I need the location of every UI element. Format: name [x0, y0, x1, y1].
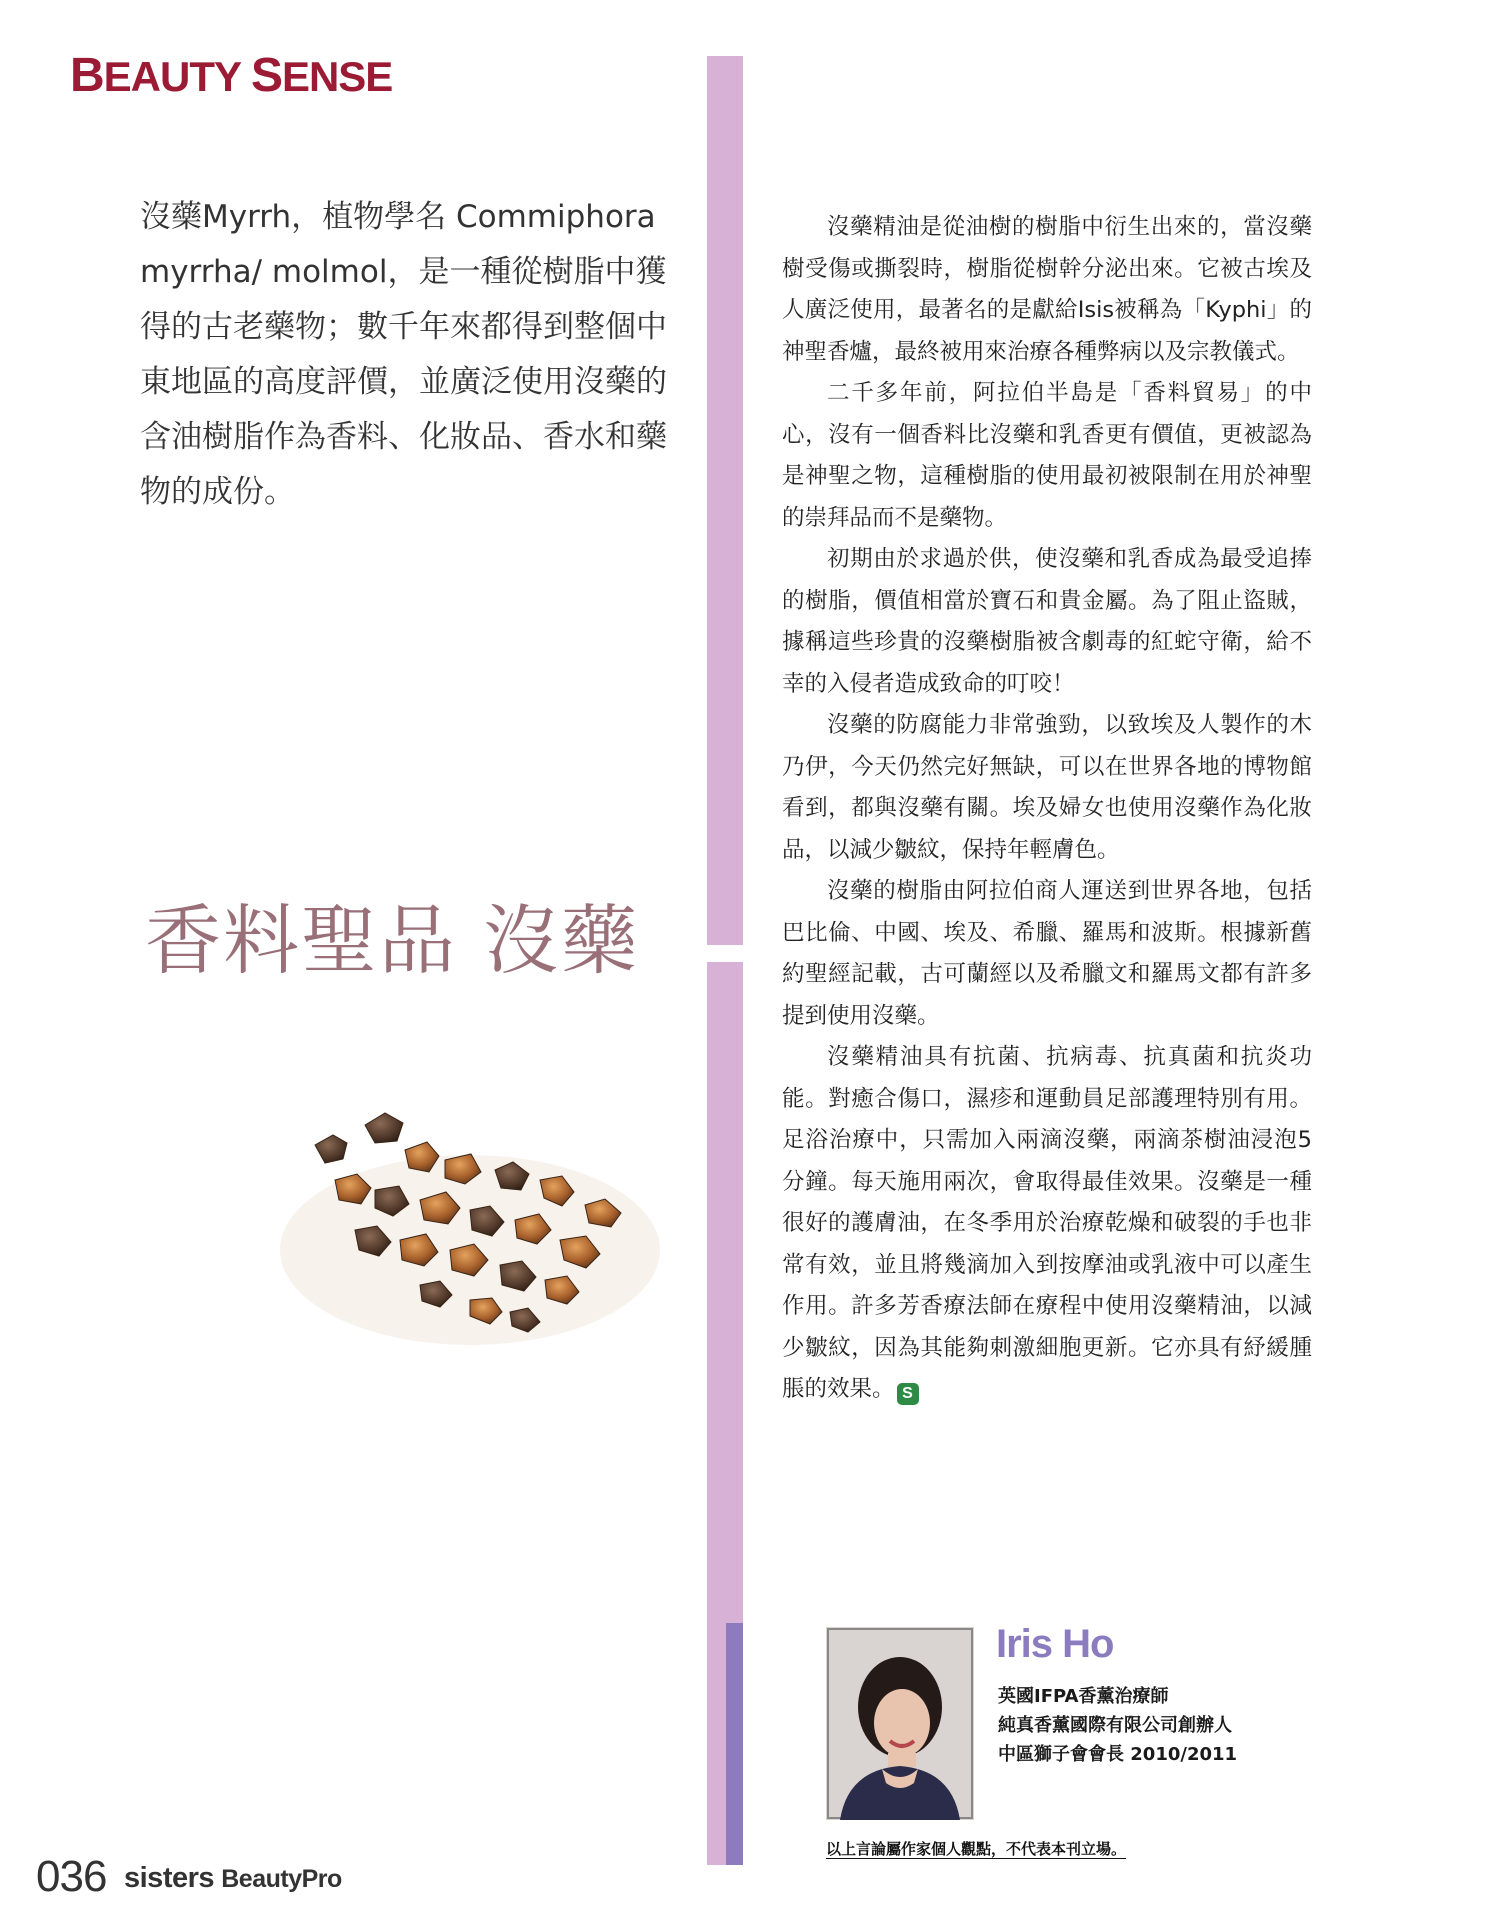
magazine-sub: BeautyPro	[221, 1865, 342, 1893]
author-credential: 中區獅子會會長 2010/2011	[998, 1744, 1238, 1765]
author-name: Iris Ho	[996, 1622, 1114, 1666]
article-paragraph: 沒藥的樹脂由阿拉伯商人運送到世界各地，包括巴比倫、中國、埃及、希臘、羅馬和波斯。根據新舊約聖經記載，古可蘭經以及希臘文和羅馬文都有許多提到使用沒藥。	[782, 878, 1312, 1029]
article-paragraph-text: 沒藥精油具有抗菌、抗病毒、抗真菌和抗炎功能。對癒合傷口，濕疹和運動員足部護理特別有用。足浴治療中，只需加入兩滴沒藥，兩滴茶樹油浸泡5分鐘。每天施用兩次，會取得最佳效果。沒藥是一種很好的護膚油，在冬季用於治療乾燥和破裂的手也非常有效，並且將幾滴加入到按摩油或乳液中可以產生作用。許多芳香療法師在療程中使用沒藥精油，以減少皺紋，因為其能夠刺激細胞更新。它亦具有紓緩腫脹的效果。	[782, 1044, 1312, 1402]
magazine-brand	[124, 1862, 342, 1895]
author-credential: 英國IFPA香薰治療師	[998, 1686, 1169, 1707]
column-divider-accent	[726, 1623, 743, 1865]
article-paragraph: 二千多年前，阿拉伯半島是「香料貿易」的中心，沒有一個香料比沒藥和乳香更有價值，更被認為是神聖之物，這種樹脂的使用最初被限制在用於神聖的崇拜品而不是藥物。	[782, 380, 1312, 531]
disclaimer: 以上言論屬作家個人觀點，不代表本刊立場。	[826, 1840, 1127, 1858]
end-mark-icon: S	[897, 1383, 919, 1405]
article-paragraph: 沒藥精油是從油樹的樹脂中衍生出來的，當沒藥樹受傷或撕裂時，樹脂從樹幹分泌出來。它被古埃及人廣泛使用，最著名的是獻給Isis被稱為「Kyphi」的神聖香爐，最終被用來治療各種弊病以及宗教儀式。	[782, 214, 1312, 365]
article-paragraph: 沒藥的防腐能力非常強勁，以致埃及人製作的木乃伊，今天仍然完好無缺，可以在世界各地的博物館看到，都與沒藥有關。埃及婦女也使用沒藥作為化妝品，以減少皺紋，保持年輕膚色。	[782, 712, 1312, 863]
page-number: 036	[36, 1852, 107, 1901]
myrrh-resin-photo	[255, 1050, 675, 1370]
feature-title: 香料聖品 沒藥	[145, 896, 640, 985]
article-paragraph: 初期由於求過於供，使沒藥和乳香成為最受追捧的樹脂，價值相當於寶石和貴金屬。為了阻止盜賊，據稱這些珍貴的沒藥樹脂被含劇毒的紅蛇守衛，給不幸的入侵者造成致命的叮咬！	[782, 546, 1312, 697]
article-paragraph-last	[782, 1037, 1312, 1411]
column-divider-upper	[707, 56, 743, 945]
author-photo	[826, 1627, 974, 1820]
intro-paragraph: 沒藥Myrrh，植物學名 Commiphora myrrha/ molmol，是一種從樹脂中獲得的古老藥物；數千年來都得到整個中東地區的高度評價，並廣泛使用沒藥的含油樹脂作為香料、化妝品、香水和藥物的成份。	[140, 199, 667, 510]
author-credential: 純真香薰國際有限公司創辦人	[998, 1715, 1232, 1736]
article-body	[782, 207, 1312, 1411]
magazine-name: sisters	[124, 1862, 215, 1894]
section-label: BEAUTY SENSE	[70, 49, 393, 102]
